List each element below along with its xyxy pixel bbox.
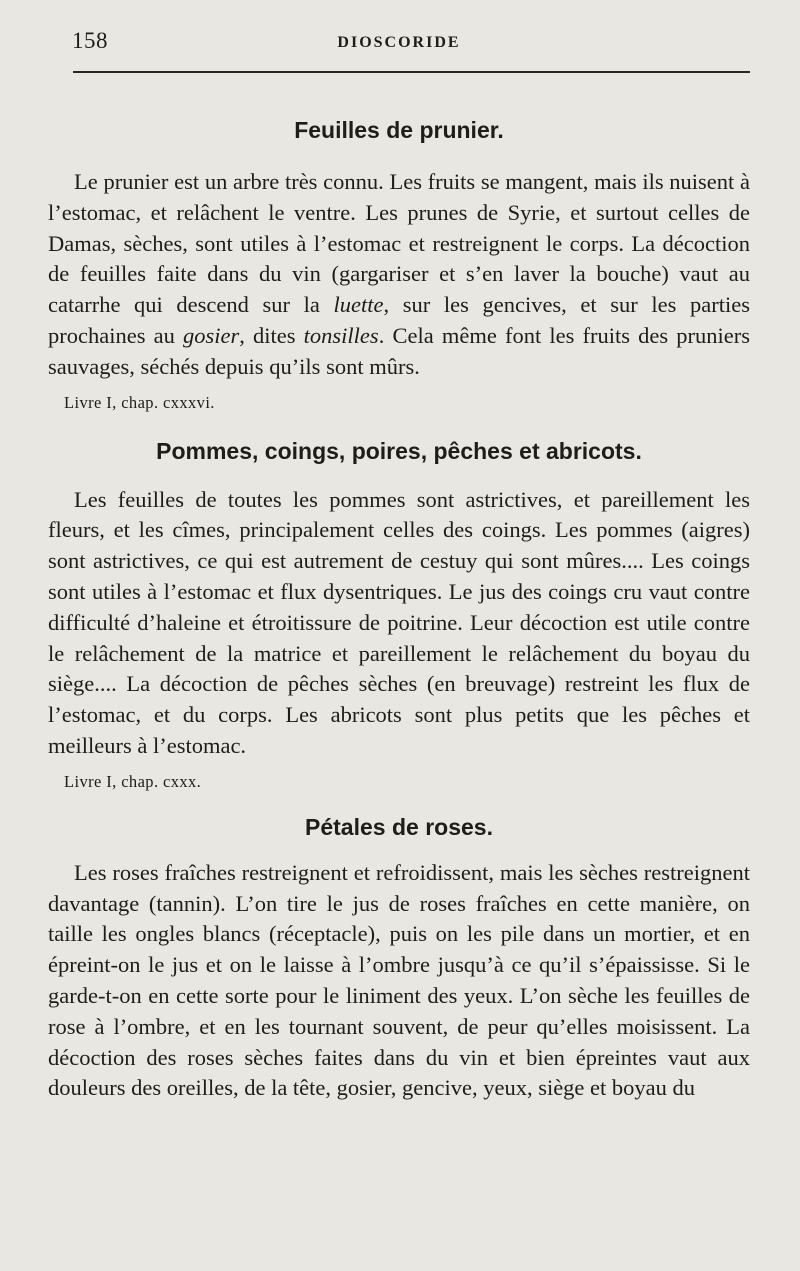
text-segment: Le prunier est un arbre très connu. Les fruits se mangent, mais ils nuisent à l’estomac, et relâchent le ventre. Les prunes de Syrie, et surtout celles de Damas, sèches, sont utiles à l’estomac et restreignent le corps. La décoction de feuilles faite dans du vin (gargariser et s’en laver la bouche) vaut au catarrhe qui descend sur la [48,169,750,318]
text-segment: . Cela même font les fruits des pruniers sauvages, séchés depuis qu’ils sont mûrs. [48,322,750,379]
paragraph-roses: Les roses fraîches restreignent et refroidissent, mais les sèches restreignent davantage (tannin). L’on tire le jus de roses fraîches en cette manière, on taille les ongles blancs (réceptacle), puis on les pile dans un mortier, et en épreint-on le jus et on le laisse à l’ombre jusqu’à ce qu’il s’épaississe. Si le garde-t-on en cette sorte pour le liniment des yeux. L’on sèche les feuilles de rose à l’ombre, et en les tournant souvent, de peur qu’elles moisissent. La décoction des roses sèches faites dans du vin et bien épreintes vaut aux douleurs des oreilles, de la tête, gosier, gencive, yeux, siège et boyau du [48,859,750,1101]
paragraph-prunier [48,167,750,383]
reference-prunier: Livre I, chap. cxxxvi. [64,392,215,412]
paragraph-pommes: Les feuilles de toutes les pommes sont astrictives, et pareillement les fleurs, et les cîmes, principalement celles des coings. Les pommes (aigres) sont astrictives, ce qui est autrement de cestuy qui sont mûres.... Les coings sont utiles à l’estomac et flux dysentriques. Le jus des coings cru vaut contre difficulté d’haleine et étroitissure de poitrine. Leur décoction est utile contre le relâchement de la matrice et pareillement le relâchement du boyau du siège.... La décoction de pêches sèches (en breuvage) restreint les flux de l’estomac, et du corps. Les abricots sont plus petits que les pêches et meilleurs à l’estomac. [48,486,750,758]
italic-term-tonsilles: tonsilles [303,322,379,348]
text-segment: , dites [239,322,304,348]
reference-pommes: Livre I, chap. cxxx. [64,771,202,791]
running-title: DIOSCORIDE [337,34,461,51]
section-heading-roses: Pétales de roses. [305,813,493,840]
section-heading-prunier: Feuilles de prunier. [294,117,504,143]
header-rule [73,71,750,73]
italic-term-gosier: gosier [183,322,240,348]
text-segment: , sur les gencives, et sur les parties prochaines au [48,292,750,348]
italic-term-luette: luette [333,292,384,318]
page-number: 158 [72,28,108,53]
section-heading-pommes: Pommes, coings, poires, pêches et abricots. [156,437,642,464]
running-head [48,0,750,60]
